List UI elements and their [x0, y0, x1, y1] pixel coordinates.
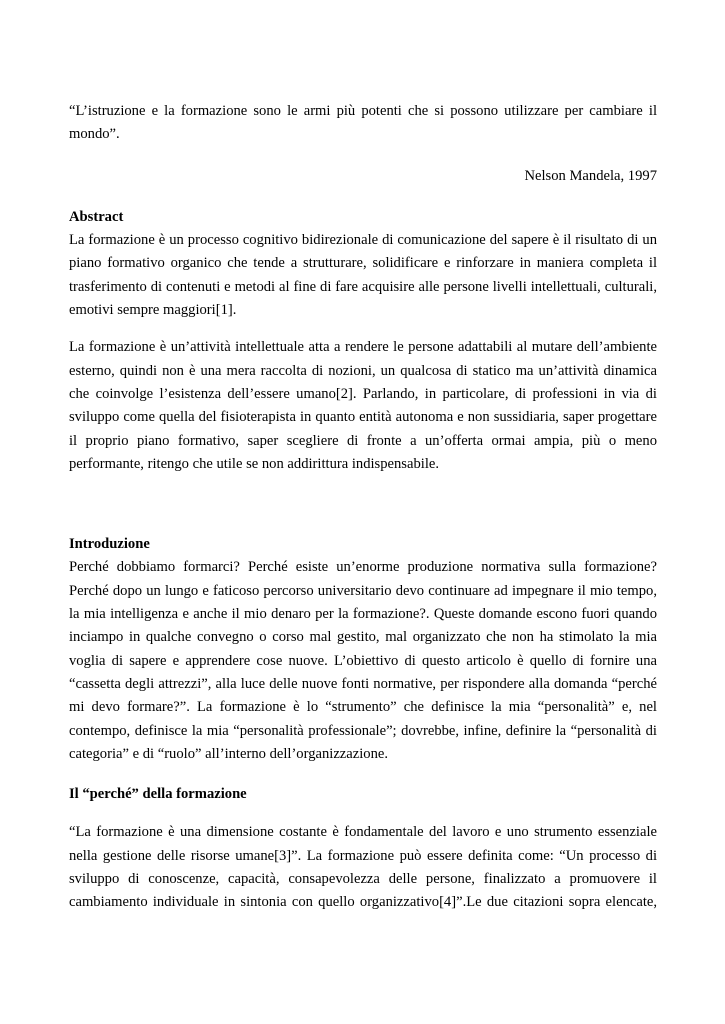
abstract-heading: Abstract — [69, 208, 124, 225]
section-why-paragraph: “La formazione è una dimensione costante è fondamentale del lavoro e uno strumento essenziale nella gestione delle risorse umane[3]”. La formazione può essere definita come: “Un processo di sviluppo di conoscenze, capacità, consapevolezza delle persone, finalizzato a promuovere il cambiamento individuale in sintonia con quello organizzativo[4]”.Le due citazioni sopra elencate, — [69, 824, 657, 911]
epigraph-attribution: Nelson Mandela, 1997 — [524, 167, 657, 184]
abstract-paragraph-1: La formazione è un processo cognitivo bidirezionale di comunicazione del sapere è il risultato di un piano formativo organico che tende a strutturare, solidificare e rinforzare in maniera completa il trasferimento di contenuti e metodi al fine di fare acquisire alle persone livelli intellettuali, culturali, emotivi sempre maggiori[1]. — [69, 232, 657, 319]
section-why-heading: Il “perché” della formazione — [69, 786, 247, 803]
introduction-heading: Introduzione — [69, 536, 150, 553]
abstract-paragraph-2: La formazione è un’attività intellettuale atta a rendere le persone adattabili al mutare dell’ambiente esterno, quindi non è una mera raccolta di nozioni, un qualcosa di statico ma un’attività dinamica che coinvolge l’esistenza dell’essere umano[2]. Parlando, in particolare, di professioni in via di sviluppo come quella del fisioterapista in quanto entità autonoma e non sussidiaria, saper progettare il proprio piano formativo, saper scegliere di fronte a un’offerta ormai ampia, più o meno performante, ritengo che utile se non addirittura indispensabile. — [69, 339, 657, 472]
introduction-paragraph: Perché dobbiamo formarci? Perché esiste un’enorme produzione normativa sulla formazione? Perché dopo un lungo e faticoso percorso universitario devo continuare ad impegnare il mio tempo, la mia intelligenza e anche il mio denaro per la formazione?. Queste domande escono fuori quando inciampo in qualche convegno o corso mal gestito, mal organizzato che non ha stimolato la mia voglia di sapere e apprendere cose nuove. L’obiettivo di questo articolo è quello di fornire una “cassetta degli attrezzi”, alla luce delle nuove fonti normative, per rispondere alla domanda “perché mi devo formare?”. La formazione è lo “strumento” che definisce la mia “personalità” e, nel contempo, definisce la mia “personalità professionale”; dovrebbe, infine, definire la “personalità di categoria” e di “ruolo” all’interno dell’organizzazione. — [69, 559, 657, 762]
epigraph-quote: “L’istruzione e la formazione sono le armi più potenti che si possono utilizzare per cambiare il mondo”. — [69, 103, 657, 143]
